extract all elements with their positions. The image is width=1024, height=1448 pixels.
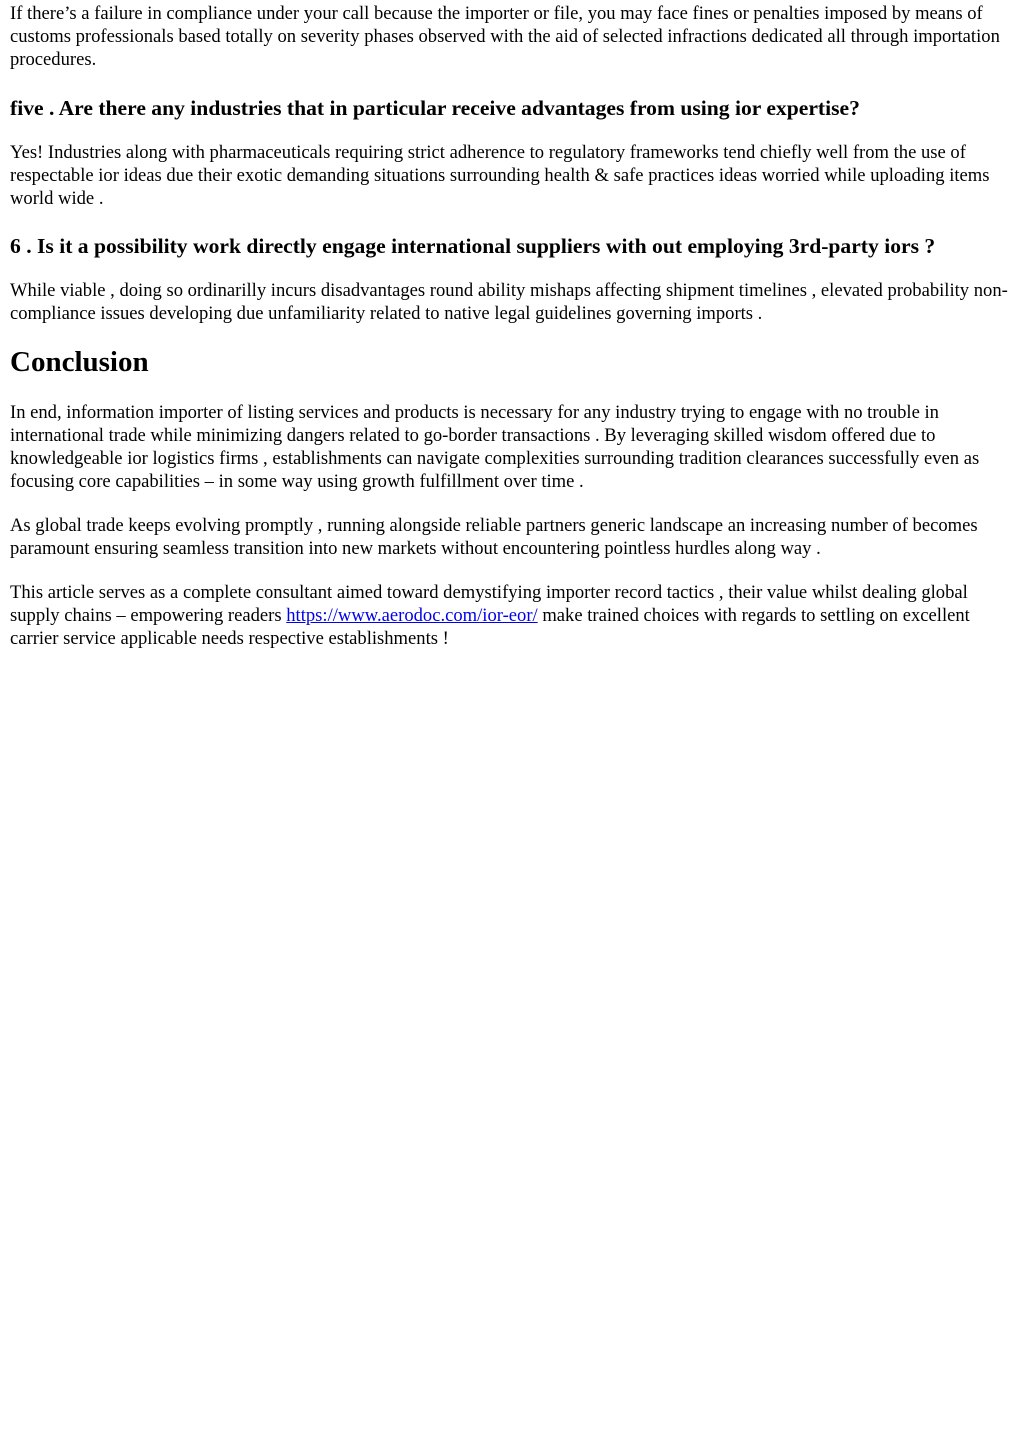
paragraph-question-six-answer: While viable , doing so ordinarilly incurs disadvantages round ability mishaps affecting shipment timelines , elevated probability non-compliance issues developing due unfamiliarity related to native legal guidelines governing imports . xyxy=(10,280,1008,324)
heading-question-six: 6 . Is it a possibility work directly engage international suppliers with out employing 3rd-party iors ? xyxy=(10,234,936,258)
paragraph-conclusion-three xyxy=(10,581,1014,650)
paragraph-question-five-answer: Yes! Industries along with pharmaceuticals requiring strict adherence to regulatory frameworks tend chiefly well from the use of respectable ior ideas due their exotic demanding situations surrounding health & safe practices ideas worried while uploading items world wide . xyxy=(10,142,990,209)
heading-conclusion: Conclusion xyxy=(10,346,149,378)
document-page xyxy=(0,0,1024,650)
paragraph-penalties: If there’s a failure in compliance under your call because the importer or file, you may face fines or penalties imposed by means of customs professionals based totally on severity phases observed with the aid of selected infractions dedicated all through importation procedures. xyxy=(10,3,1000,70)
paragraph-conclusion-three-end: make trained choices with regards to settling on excellent carrier service applicable needs respective establishments ! xyxy=(10,605,970,649)
aerodoc-link[interactable]: https://www.aerodoc.com/ior-eor/ xyxy=(286,605,538,626)
heading-question-five: five . Are there any industries that in particular receive advantages from using ior expertise? xyxy=(10,96,860,120)
paragraph-conclusion-three-start: This article serves as a complete consultant aimed toward demystifying importer record tactics , their value whilst dealing global supply chains – empowering readers xyxy=(10,582,968,626)
paragraph-conclusion-two: As global trade keeps evolving promptly , running alongside reliable partners generic landscape an increasing number of becomes paramount ensuring seamless transition into new markets without encountering pointless hurdles along way . xyxy=(10,515,978,559)
paragraph-conclusion-one: In end, information importer of listing services and products is necessary for any industry trying to engage with no trouble in international trade while minimizing dangers related to go-border transactions . By leveraging skilled wisdom offered due to knowledgeable ior logistics firms , establishments can navigate complexities surrounding tradition clearances successfully even as focusing core capabilities – in some way using growth fulfillment over time . xyxy=(10,402,980,492)
